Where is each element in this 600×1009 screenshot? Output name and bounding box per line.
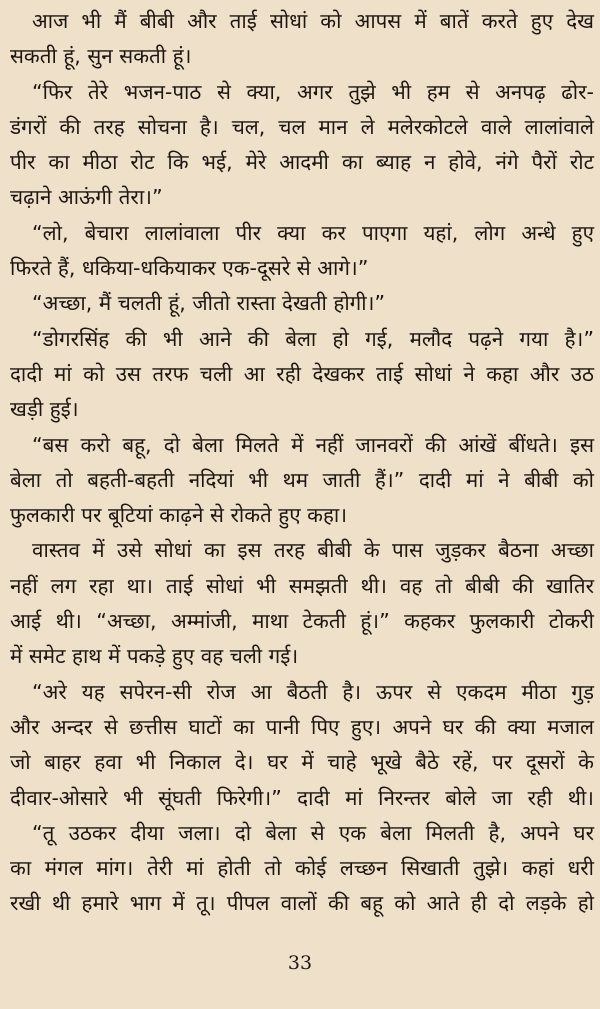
text-line: फिरते हैं, धकिया-धकियाकर एक-दूसरे से आगे।” — [10, 256, 369, 281]
text-line: बेला तो बहती-बहती नदियां भी थम जाती हैं।” दादी मां ने बीबी को — [10, 467, 594, 492]
text-line: “बस करो बहू, दो बेला मिलते में नहीं जानवरों की आंखें बींधते। इस — [32, 432, 594, 457]
text-line: पीर का मीठा रोट कि भई, मेरे आदमी का ब्याह न होवे, नंगे पैरों रोट — [10, 150, 594, 175]
text-line: जो बाहर हवा भी निकाल दे। घर में चाहे भूखे बैठे रहें, पर दूसरों के — [10, 750, 594, 775]
text-line: चढ़ाने आऊंगी तेरा।” — [10, 185, 163, 210]
text-line: दादी मां को उस तरफ चली आ रही देखकर ताई सोधां ने कहा और उठ — [10, 361, 594, 386]
text-line: डंगरों की तरह सोचना है। चल, चल मान ले मलेरकोटले वाले लालांवाले — [10, 114, 594, 139]
text-line: “डोगरसिंह की भी आने की बेला हो गई, मलौद पढ़ने गया है।” — [32, 326, 594, 351]
text-line: में समेट हाथ में पकड़े हुए वह चली गई। — [10, 644, 299, 669]
text-line: रखी थी हमारे भाग में तू। पीपल वालों की बहू को आते ही दो लड़के हो — [10, 891, 594, 916]
text-line: “अरे यह सपेरन-सी रोज आ बैठती है। ऊपर से एकदम मीठा गुड़ — [32, 679, 594, 704]
page-number: 33 — [287, 952, 313, 974]
text-line: “फिर तेरे भजन-पाठ से क्या, अगर तुझे भी हम से अनपढ़ ढोर- — [32, 79, 594, 104]
text-line: “तू उठकर दीया जला। दो बेला से एक बेला मिलती है, अपने घर — [32, 820, 594, 845]
text-line: आई थी। “अच्छा, अम्मांजी, माथा टेकती हूं।” कहकर फुलकारी टोकरी — [10, 609, 594, 634]
text-line: “लो, बेचारा लालांवाला पीर क्या कर पाएगा यहां, लोग अन्धे हुए — [32, 220, 594, 245]
body-text — [10, 4, 594, 922]
text-line: “अच्छा, मैं चलती हूं, जीतो रास्ता देखती होगी।” — [32, 291, 386, 316]
text-line: वास्तव में उसे सोधां का इस तरह बीबी के पास जुड़कर बैठना अच्छा — [32, 538, 594, 563]
text-line: और अन्दर से छत्तीस घाटों का पानी पिए हुए। अपने घर की क्या मजाल — [10, 714, 594, 739]
text-line: फुलकारी पर बूटियां काढ़ने से रोकते हुए कहा। — [10, 503, 348, 528]
text-line: खड़ी हुई। — [10, 397, 79, 422]
text-line: सकती हूं, सुन सकती हूं। — [10, 44, 192, 69]
text-line: नहीं लग रहा था। ताई सोधां भी समझती थी। वह तो बीबी की खातिर — [10, 573, 594, 598]
text-line: दीवार-ओसारे भी सूंघती फिरेगी।” दादी मां निरन्तर बोले जा रही थी। — [10, 785, 594, 810]
text-line: का मंगल मांग। तेरी मां होती तो कोई लच्छन सिखाती तुझे। कहां धरी — [10, 856, 594, 881]
text-line: आज भी मैं बीबी और ताई सोधां को आपस में बातें करते हुए देख — [32, 9, 594, 33]
